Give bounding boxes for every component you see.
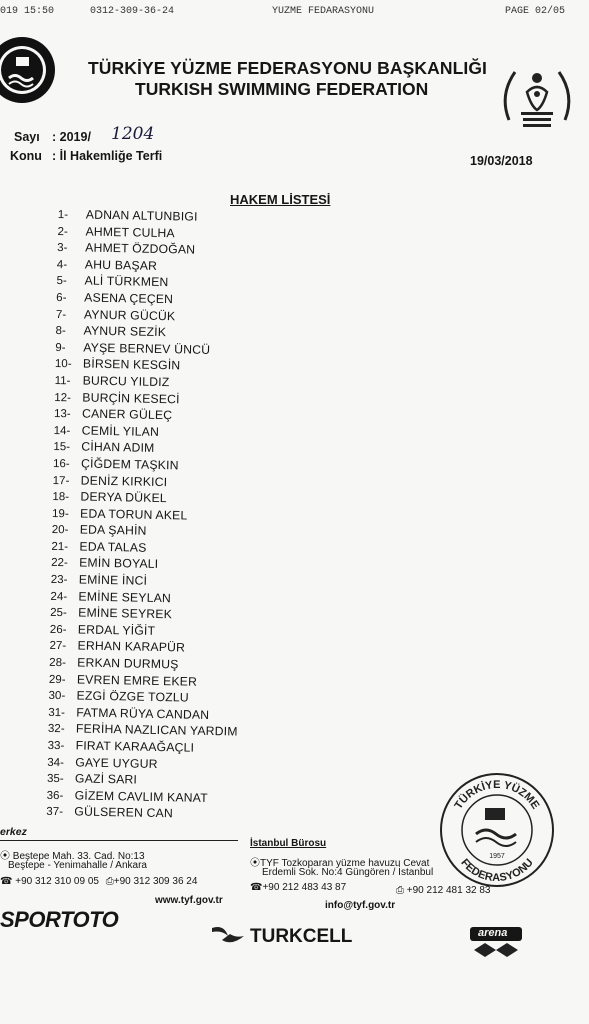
list-item-number: 24-: [50, 590, 68, 603]
list-item-number: 28-: [49, 656, 66, 670]
istanbul-phone: +90 212 483 43 87: [262, 882, 347, 893]
list-item-number: 7-: [55, 308, 67, 321]
stamp-text-top: TÜRKİYE YÜZME: [452, 778, 542, 812]
fax-page: PAGE 02/05: [505, 6, 566, 17]
merkez-address-1: Beştepe Mah. 33. Cad. No:13: [12, 851, 145, 862]
merkez-fax: +90 312 309 36 24: [113, 876, 198, 887]
list-item-name: ERHAN KARAPÜR: [77, 638, 186, 655]
list-item-name: CANER GÜLEÇ: [81, 406, 173, 423]
list-item-number: 1-: [57, 208, 69, 222]
list-item-name: ASENA ÇEÇEN: [84, 290, 174, 307]
list-item-name: EMİNE SEYREK: [78, 605, 173, 622]
list-item-number: 2-: [57, 225, 68, 238]
list-item-number: 16-: [52, 457, 70, 471]
list-item-name: DENİZ KIRKICI: [80, 472, 168, 489]
list-item-name: EMİNE İNCİ: [78, 572, 148, 588]
list-item-name: EVREN EMRE EKER: [76, 672, 198, 689]
list-item-number: 13-: [53, 408, 71, 421]
list-item-number: 33-: [47, 739, 65, 753]
merkez-phone: +90 312 310 09 05: [15, 876, 99, 887]
list-item-number: 35-: [46, 773, 64, 786]
list-item-name: AHMET CULHA: [85, 224, 175, 240]
list-item-name: BURCU YILDIZ: [82, 373, 170, 390]
phone-icon: ☎: [250, 882, 263, 893]
istanbul-address-2: Erdemli Sok. No:4 Güngören / İstanbul: [262, 867, 434, 878]
list-item-name: ÇİĞDEM TAŞKIN: [80, 456, 179, 473]
list-item-name: GAYE UYGUR: [75, 755, 158, 771]
fax-icon: ⎙: [105, 876, 114, 887]
merkez-title: erkez: [0, 826, 27, 838]
list-item-number: 15-: [53, 441, 71, 454]
merkez-address-2: Beştepe - Yenimahalle / Ankara: [8, 860, 147, 871]
list-item-number: 29-: [48, 673, 66, 686]
list-item-number: 3-: [57, 242, 68, 255]
list-item-number: 20-: [51, 524, 69, 537]
list-item-number: 34-: [47, 756, 65, 769]
email-link[interactable]: info@tyf.gov.tr: [325, 900, 396, 911]
list-item-name: AHU BAŞAR: [84, 257, 158, 273]
list-item-name: AYNUR SEZİK: [83, 323, 167, 340]
document-date: 19/03/2018: [470, 154, 533, 168]
list-item-name: EMİN BOYALI: [79, 555, 159, 572]
list-item-number: 19-: [51, 507, 69, 520]
list-item-number: 30-: [48, 690, 66, 703]
list-item-name: BURÇİN KESECİ: [82, 390, 180, 406]
istanbul-title: İstanbul Bürosu: [250, 838, 327, 849]
federation-title-en: TURKISH SWIMMING FEDERATION: [135, 79, 429, 99]
list-item-name: CEMİL YILAN: [81, 423, 160, 439]
list-item-number: 4-: [56, 258, 68, 271]
list-item-number: 23-: [50, 573, 68, 587]
list-item-number: 14-: [53, 424, 71, 437]
federation-logo: [0, 28, 62, 112]
list-item-name: GİZEM CAVLIM KANAT: [74, 788, 208, 805]
list-item-name: FERİHA NAZLICAN YARDIM: [75, 721, 238, 739]
federation-title-tr: TÜRKİYE YÜZME FEDERASYONU BAŞKANLIĞI: [88, 58, 487, 78]
list-item-number: 22-: [51, 557, 68, 570]
list-item-name: FIRAT KARAAĞAÇLI: [75, 738, 195, 755]
list-item-name: ALİ TÜRKMEN: [84, 273, 169, 290]
sayi-label: Sayı: [14, 130, 40, 144]
referee-list: [46, 206, 248, 823]
list-item-name: ERDAL YİĞİT: [77, 622, 156, 638]
konu-label: Konu: [10, 149, 42, 163]
list-item-name: CİHAN ADIM: [81, 439, 155, 456]
list-item-name: AHMET ÖZDOĞAN: [85, 240, 196, 257]
konu-value: : İl Hakemliğe Terfi: [52, 149, 163, 163]
list-item-number: 27-: [49, 640, 67, 653]
list-title: HAKEM LİSTESİ: [230, 192, 331, 207]
list-item-name: EZGİ ÖZGE TOZLU: [76, 688, 189, 705]
fax-sender: YUZME FEDARASYONU: [272, 6, 375, 17]
list-item-number: 9-: [55, 341, 66, 354]
list-item-number: 5-: [56, 275, 67, 288]
fax-time: 019 15:50: [0, 6, 55, 17]
list-item-name: FATMA RÜYA CANDAN: [76, 705, 210, 722]
list-item-number: 26-: [49, 623, 67, 637]
turkcell-icon: [208, 924, 246, 946]
list-item-name: AYNUR GÜCÜK: [83, 307, 176, 323]
phone-icon: ☎: [0, 876, 13, 887]
list-item-name: DERYA DÜKEL: [80, 489, 167, 506]
list-item-name: ERKAN DURMUŞ: [77, 655, 179, 672]
list-item-number: 32-: [47, 723, 65, 736]
stamp-year: 1957: [489, 853, 505, 860]
turkcell-logo: TURKCELL: [250, 926, 353, 947]
list-item-number: 11-: [54, 374, 71, 388]
location-icon: ⦿: [250, 858, 260, 869]
list-item: [46, 803, 236, 823]
ministry-logo: [497, 60, 577, 138]
sayi-handwritten: 1204: [111, 124, 155, 144]
fax-phone: 0312-309-36-24: [90, 6, 175, 17]
footer-divider-left: [0, 840, 238, 841]
list-item-number: 37-: [46, 806, 64, 819]
list-item-name: GÜLSEREN CAN: [74, 804, 174, 821]
location-icon: ⦿: [0, 851, 10, 862]
list-item-name: AYŞE BERNEV ÜNCÜ: [83, 340, 211, 357]
list-item-number: 36-: [46, 789, 64, 802]
fax-icon: ⎙: [396, 885, 404, 896]
list-item-name: BİRSEN KESGİN: [82, 356, 181, 373]
list-item-name: GAZİ SARI: [74, 771, 138, 787]
website-link[interactable]: www.tyf.gov.tr: [155, 895, 223, 906]
istanbul-address-1: TYF Tozkoparan yüzme havuzu Cevat: [260, 858, 430, 869]
list-item-number: 18-: [52, 491, 70, 504]
list-item-number: 17-: [52, 474, 70, 487]
list-item-name: EMİNE SEYLAN: [78, 589, 172, 605]
sportoto-logo: SPORTOTO: [0, 907, 119, 932]
list-item-number: 10-: [54, 358, 72, 371]
federation-stamp: [438, 770, 556, 888]
stamp-text-bottom: FEDERASYONU: [458, 856, 536, 885]
arena-logo: arena: [478, 927, 508, 939]
list-item-number: 21-: [51, 540, 69, 554]
list-item-name: EDA TALAS: [79, 539, 147, 555]
list-item-number: 31-: [48, 706, 66, 720]
list-item-name: EDA ŞAHİN: [79, 522, 147, 539]
sayi-value: : 2019/: [52, 130, 91, 144]
arena-diamond-icon: [474, 942, 518, 958]
list-item-number: 6-: [56, 291, 67, 305]
list-item-number: 25-: [50, 607, 67, 620]
list-item-number: 12-: [54, 391, 72, 404]
istanbul-fax: +90 212 481 32 83: [406, 885, 491, 896]
list-item-number: 8-: [55, 325, 66, 338]
list-item-name: EDA TORUN AKEL: [79, 506, 188, 523]
list-item-name: ADNAN ALTUNBIGI: [85, 207, 198, 224]
